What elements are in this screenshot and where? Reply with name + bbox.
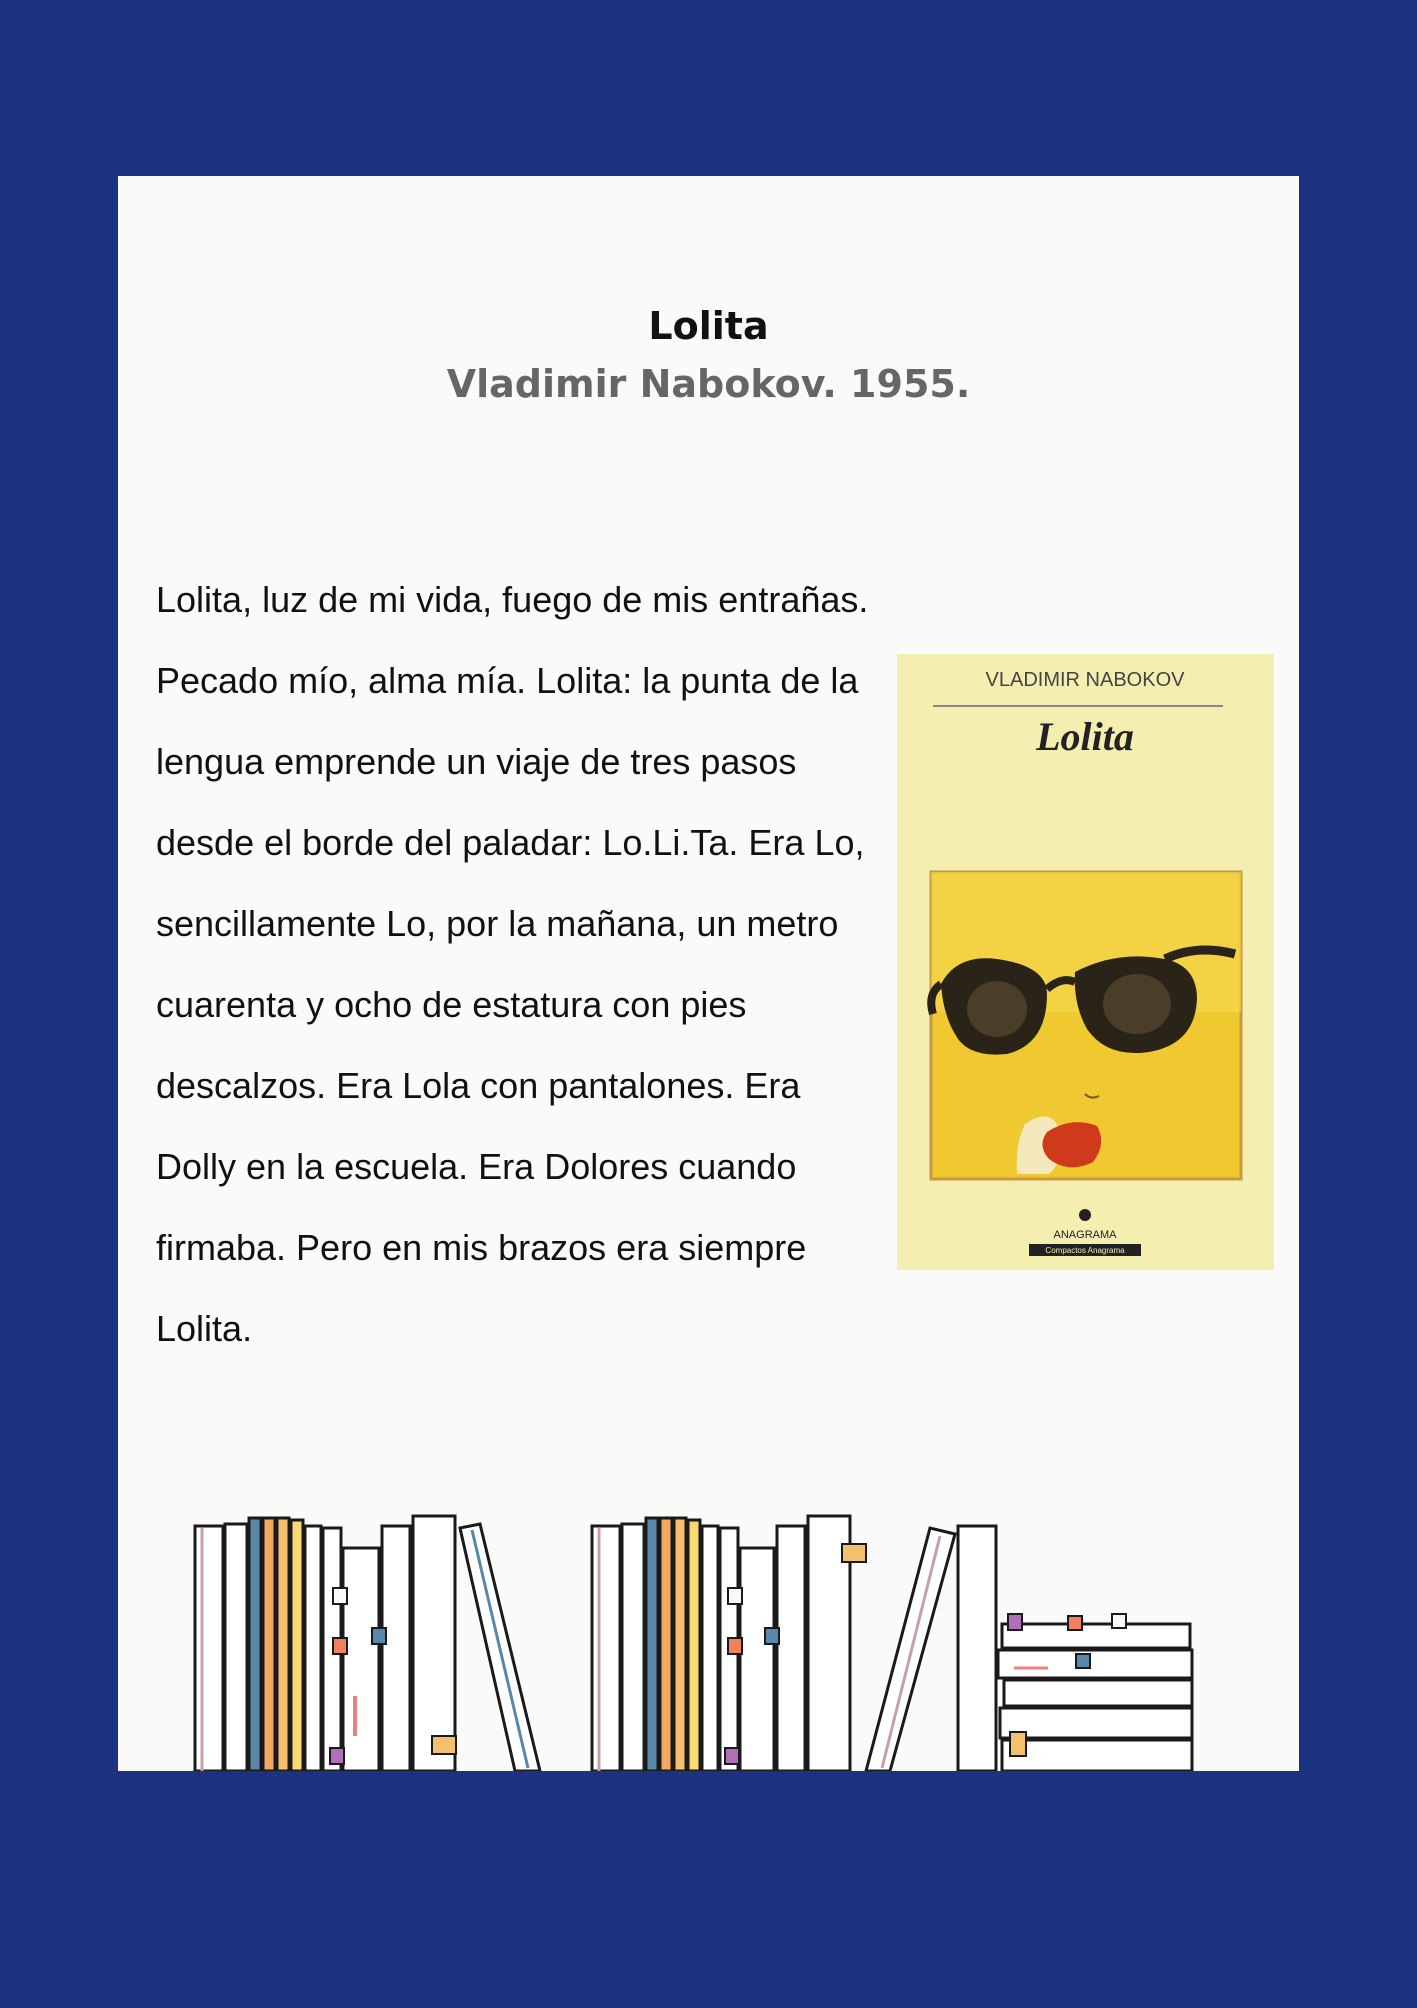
publisher-collection: Compactos Anagrama bbox=[1045, 1246, 1125, 1255]
book-spine bbox=[291, 1520, 303, 1771]
quote-line: Lolita. bbox=[156, 1308, 253, 1349]
book-spine bbox=[382, 1526, 410, 1771]
book-stacked bbox=[1000, 1708, 1192, 1738]
book-spine bbox=[958, 1526, 996, 1771]
book-stacked bbox=[1002, 1740, 1192, 1771]
cover-photo bbox=[931, 872, 1241, 1179]
book-spine bbox=[777, 1526, 805, 1771]
page-title: Lolita bbox=[648, 304, 769, 348]
book-spine bbox=[646, 1518, 658, 1771]
book-spine bbox=[305, 1526, 321, 1771]
quote-line: Pecado mío, alma mía. Lolita: la punta de la bbox=[156, 660, 859, 701]
quote-line: cuarenta y ocho de estatura con pies bbox=[156, 984, 747, 1025]
book-spine bbox=[225, 1524, 247, 1771]
publisher-name: ANAGRAMA bbox=[1053, 1229, 1117, 1241]
bookshelf-illustration bbox=[190, 1506, 1250, 1771]
book-spine bbox=[660, 1518, 672, 1771]
book-spine bbox=[622, 1524, 644, 1771]
book-spine bbox=[702, 1526, 718, 1771]
cover-author: VLADIMIR NABOKOV bbox=[985, 669, 1185, 691]
quote-line: firmaba. Pero en mis brazos era siempre bbox=[156, 1227, 807, 1268]
book-spine bbox=[195, 1526, 223, 1771]
cover-title: Lolita bbox=[1036, 714, 1134, 759]
book-spine bbox=[592, 1526, 620, 1771]
book-spine bbox=[674, 1518, 686, 1771]
quote-line: sencillamente Lo, por la mañana, un metro bbox=[156, 903, 839, 944]
book-spine bbox=[249, 1518, 261, 1771]
book-spine bbox=[688, 1520, 700, 1771]
book-stacked bbox=[998, 1650, 1192, 1678]
quote-line: desde el borde del paladar: Lo.Li.Ta. Era Lo, bbox=[156, 822, 865, 863]
book-spine bbox=[740, 1548, 774, 1771]
book-stacked bbox=[1002, 1624, 1190, 1648]
quote-line: descalzos. Era Lola con pantalones. Era bbox=[156, 1065, 801, 1106]
book-spine bbox=[413, 1516, 455, 1771]
quote-text bbox=[156, 559, 876, 1369]
quote-line: Dolly en la escuela. Era Dolores cuando bbox=[156, 1146, 797, 1187]
book-spine bbox=[343, 1548, 379, 1771]
page-subtitle: Vladimir Nabokov. 1955. bbox=[446, 362, 971, 406]
book-spine bbox=[277, 1518, 289, 1771]
book-cover bbox=[897, 654, 1274, 1270]
quote-line: lengua emprende un viaje de tres pasos bbox=[156, 741, 797, 782]
quote-line: Lolita, luz de mi vida, fuego de mis entrañas. bbox=[156, 579, 869, 620]
book-stacked bbox=[1004, 1680, 1192, 1706]
page bbox=[118, 176, 1299, 1771]
book-spine bbox=[263, 1518, 275, 1771]
